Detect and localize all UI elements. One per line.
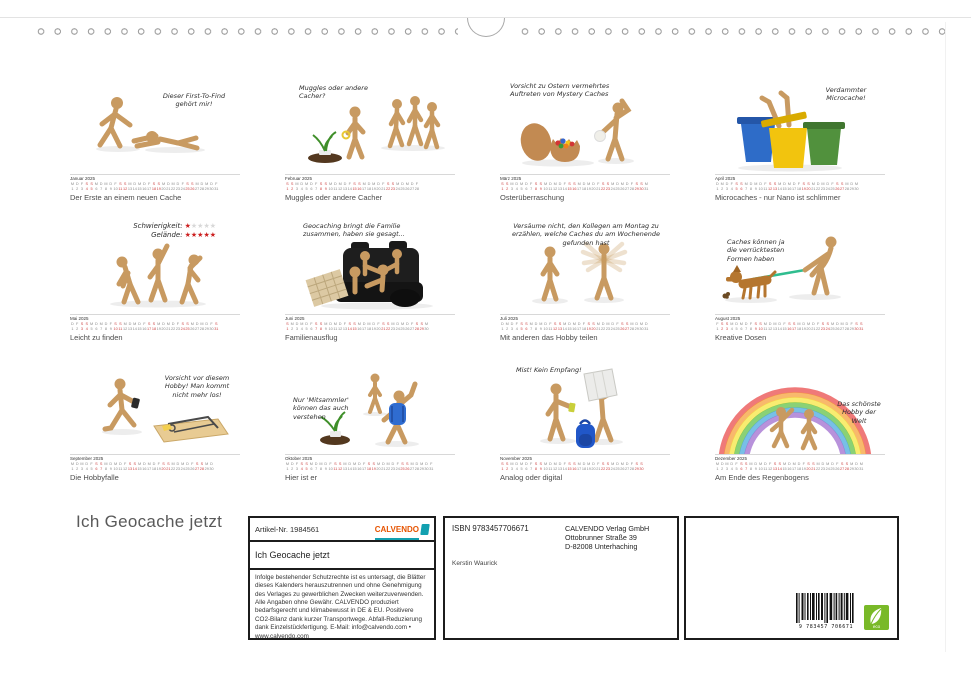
photo-annotation: Versäume nicht, den Kollegen am Montag zu erzählen, welche Caches du am Wochenende gefunden hast: [512, 222, 660, 247]
mini-calendar: [500, 314, 670, 331]
mini-calendar-label: September 2025: [70, 456, 104, 461]
calvendo-tagline-bar: [375, 538, 419, 540]
scene-august-dog-illustration: [715, 222, 885, 314]
publisher-info-box: [443, 516, 679, 640]
author-name: Kerstin Waurick: [452, 560, 498, 567]
photo-annotation: Vorsicht vor diesem Hobby! Man kommt nicht mehr los!: [164, 374, 230, 399]
mini-calendar-label: August 2025: [715, 316, 741, 321]
mini-calendar: [285, 314, 455, 331]
mini-calendar-label: Oktober 2025: [285, 456, 313, 461]
legal-text: Infolge bestehender Schutzrechte ist es untersagt, die Blätter dieses Kalenders herauszutrennen und ohne Genehmigung des Verlages zu gewerblichen Zwecken weiterzuverwenden. Alle Angaben ohne Gewähr. CALVENDO produziert bedarfsgerecht und klimabewusst in DE & EU. Positivere CO2-Bilanz dank kurzer Transportwege. Abfall-Reduzierung dank Einzelstückfertigung. E-Mail: info@calvendo.com • www.calvendo.com: [255, 574, 426, 640]
mini-calendar-label: Juli 2025: [500, 316, 519, 321]
month-cell-januar: [70, 82, 240, 210]
mini-calendar-days: D M D F S S M D M D F S S M D M D F S S M D M D F S S M D M 1 2 3 4 5 6 7 8 9 10 11 12 13 14 15 16 17 18 19 20 21 22 23 24 25 26 27 28 29 30: [716, 182, 859, 191]
photo-annotation: Das schönste Hobby der Welt: [837, 400, 881, 425]
mini-calendar-label: März 2025: [500, 176, 522, 181]
difficulty-stars: ★★★★★: [184, 222, 216, 230]
terrain-stars: ★★★★★: [184, 231, 216, 240]
mini-calendar-label: November 2025: [500, 456, 533, 461]
month-photo-juli: [500, 222, 670, 314]
calvendo-logo: [375, 519, 429, 540]
barcode-digits: 9 783457 706671: [798, 624, 854, 630]
month-photo-februar: [285, 82, 455, 174]
calvendo-logo-text: [375, 519, 419, 540]
mini-calendar-days: M D M D F S S M D M D F S S M D M D F S S M D M D F S S M D 1 2 3 4 5 6 7 8 9 10 11 12 13 14 15 16 17 18 19 20 21 22 23 24 25 26 27 28 29 30: [70, 462, 214, 471]
month-photo-januar: [70, 82, 240, 174]
publisher-name: CALVENDO Verlag GmbH: [565, 524, 650, 533]
mini-calendar-label: Mai 2025: [70, 316, 89, 321]
month-cell-dezember: [715, 362, 885, 490]
photo-annotation: Caches können ja die verrücktesten Formen haben: [727, 238, 785, 263]
month-caption: Der Erste an einem neuen Cache: [70, 193, 182, 203]
publisher-city: D-82008 Unterhaching: [565, 542, 638, 552]
mini-calendar-label: Januar 2025: [70, 176, 96, 181]
scene-november-map-illustration: [500, 362, 670, 454]
mini-calendar-days: M D F S S M D M D F S S M D M D F S S M D M D F S S M D M D F 1 2 3 4 5 6 7 8 9 10 11 12 13 14 15 16 17 18 19 20 21 22 23 24 25 26 27 28 29 30 31: [70, 182, 219, 191]
month-photo-oktober: [285, 362, 455, 454]
month-caption: Mit anderen das Hobby teilen: [500, 333, 598, 343]
mini-calendar: [500, 454, 670, 471]
page-title: Ich Geocache jetzt: [76, 512, 223, 531]
mini-calendar-days: S S M D M D F S S M D M D F S S M D M D F S S M D M D F S S M 1 2 3 4 5 6 7 8 9 10 11 12 13 14 15 16 17 18 19 20 21 22 23 24 25 26 27 28 29 30 31: [501, 182, 649, 191]
mini-calendar: [500, 174, 670, 191]
product-info-box: [248, 516, 436, 640]
mini-calendar-days: S S M D M D F S S M D M D F S S M D M D F S S M D M D F 1 2 3 4 5 6 7 8 9 10 11 12 13 14 15 16 17 18 19 20 21 22 23 24 25 26 27 28: [286, 182, 420, 191]
mini-calendar-days: M D F S S M D M D F S S M D M D F S S M D M D F S S M D M D F 1 2 3 4 5 6 7 8 9 10 11 12 13 14 15 16 17 18 19 20 21 22 23 24 25 26 27 28 29 30 31: [285, 462, 434, 471]
barcode: [795, 593, 857, 630]
difficulty-rating: [98, 222, 216, 231]
month-cell-juni: [285, 222, 455, 350]
barcode-bars-icon: [795, 593, 857, 623]
mini-calendar: [285, 174, 455, 191]
photo-annotation: Verdammter Microcache!: [825, 86, 867, 103]
month-thumbnail-grid: [70, 82, 885, 490]
mini-calendar: [70, 454, 240, 471]
month-photo-september: [70, 362, 240, 454]
barcode-box: [684, 516, 899, 640]
eco-label: eco: [872, 623, 881, 629]
month-cell-februar: [285, 82, 455, 210]
terrain-rating: [98, 231, 216, 240]
page-right-edge: [945, 22, 946, 652]
month-cell-maerz: [500, 82, 670, 210]
month-caption: Osterüberraschung: [500, 193, 565, 203]
mini-calendar-days: F S S M D M D F S S M D M D F S S M D M D F S S M D M D F S S 1 2 3 4 5 6 7 8 9 10 11 12 13 14 15 16 17 18 19 20 21 22 23 24 25 26 27 28 29 30 31: [716, 322, 864, 331]
month-photo-maerz: [500, 82, 670, 174]
month-caption: Kreative Dosen: [715, 333, 767, 343]
mini-calendar: [70, 174, 240, 191]
photo-annotation: Nur 'Mitsammler' können das auch verstehen: [293, 396, 349, 421]
month-caption: Analog oder digital: [500, 473, 563, 483]
month-cell-mai: [70, 222, 240, 350]
mini-calendar: [715, 314, 885, 331]
mini-calendar: [715, 454, 885, 471]
eco-logo: [864, 605, 889, 630]
month-cell-oktober: [285, 362, 455, 490]
photo-annotation: Muggles oder andere Cacher?: [299, 84, 368, 101]
month-photo-juni: [285, 222, 455, 314]
month-caption: Die Hobbyfalle: [70, 473, 119, 483]
month-caption: Hier ist er: [285, 473, 318, 483]
mini-calendar-days: S S M D M D F S S M D M D F S S M D M D F S S M D M D F S S 1 2 3 4 5 6 7 8 9 10 11 12 13 14 15 16 17 18 19 20 21 22 23 24 25 26 27 28 29 30: [501, 462, 644, 471]
calvendo-wordmark: CALVENDO: [374, 524, 419, 534]
month-photo-april: [715, 82, 885, 174]
isbn-text: ISBN 9783457706671: [452, 524, 529, 533]
month-cell-august: [715, 222, 885, 350]
mini-calendar-label: Dezember 2025: [715, 456, 748, 461]
month-caption: Leicht zu finden: [70, 333, 123, 343]
month-caption: Microcaches - nur Nano ist schlimmer: [715, 193, 841, 203]
photo-annotation: Dieser First-To-Find gehört mir!: [162, 92, 226, 109]
article-number: Artikel-Nr. 1984561: [255, 524, 320, 534]
mini-calendar-days: D F S S M D M D F S S M D M D F S S M D M D F S S M D M D F S 1 2 3 4 5 6 7 8 9 10 11 12 13 14 15 16 17 18 19 20 21 22 23 24 25 26 27 28 29 30 31: [71, 322, 219, 331]
month-caption: Familienausflug: [285, 333, 338, 343]
photo-annotation: Vorsicht zu Ostern vermehrtes Auftreten von Mystery Caches: [510, 82, 610, 99]
publisher-address: [565, 524, 649, 552]
month-cell-juli: [500, 222, 670, 350]
month-photo-dezember: [715, 362, 885, 454]
month-cell-september: [70, 362, 240, 490]
calvendo-book-icon: [420, 524, 430, 535]
mini-calendar-days: S M D M D F S S M D M D F S S M D M D F S S M D M D F S S M 1 2 3 4 5 6 7 8 9 10 11 12 13 14 15 16 17 18 19 20 21 22 23 24 25 26 27 28 29 30: [286, 322, 429, 331]
mini-calendar: [715, 174, 885, 191]
month-photo-august: [715, 222, 885, 314]
month-cell-november: [500, 362, 670, 490]
article-row: [250, 518, 434, 542]
photo-annotation: Geocaching bringt die Familie zusammen, haben sie gesagt...: [303, 222, 405, 239]
publisher-street: Ottobrunner Straße 39: [565, 533, 637, 543]
month-cell-april: [715, 82, 885, 210]
month-photo-mai: [70, 222, 240, 314]
photo-annotation: Mist! Kein Empfang!: [516, 366, 582, 374]
month-caption: Am Ende des Regenbogens: [715, 473, 809, 483]
barcode-area: [795, 593, 889, 630]
mini-calendar-label: Februar 2025: [285, 176, 313, 181]
rating-annotation: [98, 222, 216, 240]
mini-calendar-days: D M D F S S M D M D F S S M D M D F S S M D M D F S S M D M D 1 2 3 4 5 6 7 8 9 10 11 12 13 14 15 16 17 18 19 20 21 22 23 24 25 26 27 28 29 30 31: [501, 322, 649, 331]
mini-calendar-label: Juni 2025: [285, 316, 305, 321]
mini-calendar: [70, 314, 240, 331]
terrain-label: Gelände:: [151, 231, 183, 240]
mini-calendar: [285, 454, 455, 471]
month-photo-november: [500, 362, 670, 454]
difficulty-label: Schwierigkeit:: [133, 222, 183, 230]
product-title-row: Ich Geocache jetzt: [250, 542, 434, 570]
mini-calendar-days: M D M D F S S M D M D F S S M D M D F S S M D M D F S S M D M 1 2 3 4 5 6 7 8 9 10 11 12 13 14 15 16 17 18 19 20 21 22 23 24 25 26 27 28 29 30 31: [715, 462, 864, 471]
mini-calendar-label: April 2025: [715, 176, 736, 181]
month-caption: Muggles oder andere Cacher: [285, 193, 383, 203]
